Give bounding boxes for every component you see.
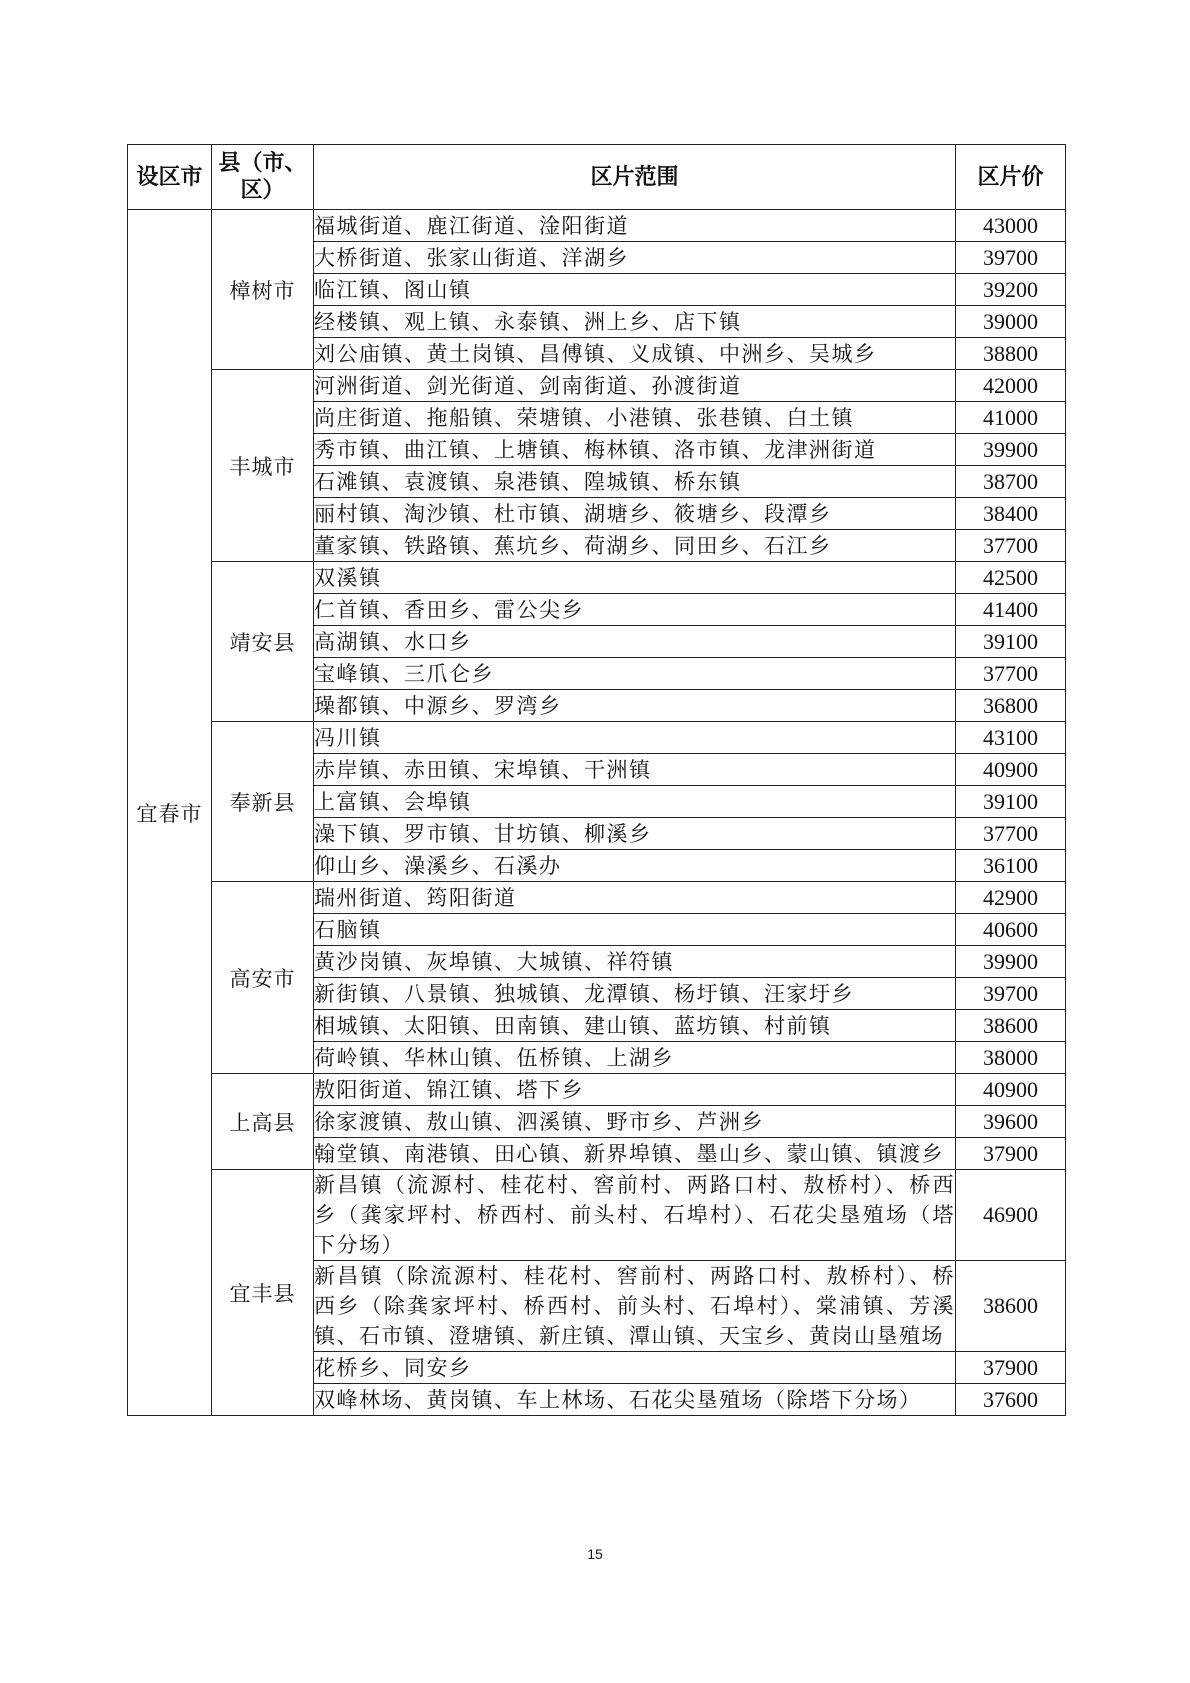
- price-cell: 46900: [956, 1170, 1066, 1261]
- scope-cell: 敖阳街道、锦江镇、塔下乡: [314, 1074, 956, 1106]
- scope-cell: 河洲街道、剑光街道、剑南街道、孙渡街道: [314, 370, 956, 402]
- scope-cell: 刘公庙镇、黄土岗镇、昌傅镇、义成镇、中洲乡、吴城乡: [314, 338, 956, 370]
- price-cell: 36800: [956, 690, 1066, 722]
- price-cell: 43000: [956, 210, 1066, 242]
- price-cell: 39200: [956, 274, 1066, 306]
- price-cell: 39900: [956, 434, 1066, 466]
- price-cell: 37600: [956, 1384, 1066, 1416]
- scope-cell: 瑞州街道、筠阳街道: [314, 882, 956, 914]
- scope-cell: 双溪镇: [314, 562, 956, 594]
- scope-cell: 花桥乡、同安乡: [314, 1352, 956, 1384]
- header-scope: 区片范围: [314, 145, 956, 210]
- scope-cell: 澡下镇、罗市镇、甘坊镇、柳溪乡: [314, 818, 956, 850]
- price-cell: 42900: [956, 882, 1066, 914]
- table-header-row: [128, 145, 1066, 210]
- header-county: 县（市、区）: [212, 145, 314, 210]
- header-city: 设区市: [128, 145, 212, 210]
- price-cell: 37700: [956, 530, 1066, 562]
- price-cell: 42500: [956, 562, 1066, 594]
- price-cell: 38600: [956, 1010, 1066, 1042]
- price-cell: 41400: [956, 594, 1066, 626]
- price-cell: 37900: [956, 1138, 1066, 1170]
- city-cell: 宜春市: [128, 210, 212, 1416]
- price-cell: 39100: [956, 626, 1066, 658]
- scope-cell: 冯川镇: [314, 722, 956, 754]
- scope-cell: 仰山乡、澡溪乡、石溪办: [314, 850, 956, 882]
- scope-cell: 翰堂镇、南港镇、田心镇、新界埠镇、墨山乡、蒙山镇、镇渡乡: [314, 1138, 956, 1170]
- scope-cell: 经楼镇、观上镇、永泰镇、洲上乡、店下镇: [314, 306, 956, 338]
- price-cell: 36100: [956, 850, 1066, 882]
- scope-cell: 赤岸镇、赤田镇、宋埠镇、干洲镇: [314, 754, 956, 786]
- scope-cell: 相城镇、太阳镇、田南镇、建山镇、蓝坊镇、村前镇: [314, 1010, 956, 1042]
- scope-cell: 新街镇、八景镇、独城镇、龙潭镇、杨圩镇、汪家圩乡: [314, 978, 956, 1010]
- price-cell: 37700: [956, 818, 1066, 850]
- county-cell: 高安市: [212, 882, 314, 1074]
- scope-cell: 丽村镇、淘沙镇、杜市镇、湖塘乡、筱塘乡、段潭乡: [314, 498, 956, 530]
- header-price: 区片价: [956, 145, 1066, 210]
- scope-cell: 宝峰镇、三爪仑乡: [314, 658, 956, 690]
- price-cell: 40900: [956, 754, 1066, 786]
- price-cell: 38600: [956, 1261, 1066, 1352]
- table-body: [128, 210, 1066, 1416]
- county-cell: 樟树市: [212, 210, 314, 370]
- scope-cell: 大桥街道、张家山街道、洋湖乡: [314, 242, 956, 274]
- scope-cell: 新昌镇（流源村、桂花村、窖前村、两路口村、敖桥村）、桥西乡（龚家坪村、桥西村、前头村、石埠村）、石花尖垦殖场（塔下分场）: [314, 1170, 956, 1261]
- land-price-table: [127, 144, 1066, 1416]
- scope-cell: 璪都镇、中源乡、罗湾乡: [314, 690, 956, 722]
- price-cell: 37900: [956, 1352, 1066, 1384]
- scope-cell: 尚庄街道、拖船镇、荣塘镇、小港镇、张巷镇、白土镇: [314, 402, 956, 434]
- scope-cell: 石脑镇: [314, 914, 956, 946]
- table-row: [128, 882, 1066, 914]
- scope-cell: 徐家渡镇、敖山镇、泗溪镇、野市乡、芦洲乡: [314, 1106, 956, 1138]
- price-cell: 40600: [956, 914, 1066, 946]
- price-cell: 38800: [956, 338, 1066, 370]
- scope-cell: 临江镇、阁山镇: [314, 274, 956, 306]
- county-cell: 丰城市: [212, 370, 314, 562]
- table-row: [128, 1170, 1066, 1261]
- price-cell: 38700: [956, 466, 1066, 498]
- scope-cell: 石滩镇、袁渡镇、泉港镇、隍城镇、桥东镇: [314, 466, 956, 498]
- scope-cell: 董家镇、铁路镇、蕉坑乡、荷湖乡、同田乡、石江乡: [314, 530, 956, 562]
- price-cell: 42000: [956, 370, 1066, 402]
- price-cell: 40900: [956, 1074, 1066, 1106]
- table-row: [128, 370, 1066, 402]
- scope-cell: 双峰林场、黄岗镇、车上林场、石花尖垦殖场（除塔下分场）: [314, 1384, 956, 1416]
- county-cell: 宜丰县: [212, 1170, 314, 1416]
- scope-cell: 荷岭镇、华林山镇、伍桥镇、上湖乡: [314, 1042, 956, 1074]
- scope-cell: 黄沙岗镇、灰埠镇、大城镇、祥符镇: [314, 946, 956, 978]
- price-cell: 39900: [956, 946, 1066, 978]
- price-cell: 41000: [956, 402, 1066, 434]
- county-cell: 靖安县: [212, 562, 314, 722]
- scope-cell: 上富镇、会埠镇: [314, 786, 956, 818]
- table-row: [128, 1074, 1066, 1106]
- price-cell: 43100: [956, 722, 1066, 754]
- scope-cell: 福城街道、鹿江街道、淦阳街道: [314, 210, 956, 242]
- scope-cell: 新昌镇（除流源村、桂花村、窖前村、两路口村、敖桥村）、桥西乡（除龚家坪村、桥西村、前头村、石埠村）、棠浦镇、芳溪镇、石市镇、澄塘镇、新庄镇、潭山镇、天宝乡、黄岗山垦殖场: [314, 1261, 956, 1352]
- table-row: [128, 210, 1066, 242]
- table-row: [128, 722, 1066, 754]
- scope-cell: 高湖镇、水口乡: [314, 626, 956, 658]
- price-cell: 39000: [956, 306, 1066, 338]
- price-cell: 39700: [956, 978, 1066, 1010]
- price-cell: 39700: [956, 242, 1066, 274]
- scope-cell: 秀市镇、曲江镇、上塘镇、梅林镇、洛市镇、龙津洲街道: [314, 434, 956, 466]
- county-cell: 上高县: [212, 1074, 314, 1170]
- price-cell: 39100: [956, 786, 1066, 818]
- price-cell: 38400: [956, 498, 1066, 530]
- price-cell: 39600: [956, 1106, 1066, 1138]
- price-cell: 38000: [956, 1042, 1066, 1074]
- scope-cell: 仁首镇、香田乡、雷公尖乡: [314, 594, 956, 626]
- page-number: 15: [587, 1546, 603, 1562]
- price-cell: 37700: [956, 658, 1066, 690]
- county-cell: 奉新县: [212, 722, 314, 882]
- table-row: [128, 562, 1066, 594]
